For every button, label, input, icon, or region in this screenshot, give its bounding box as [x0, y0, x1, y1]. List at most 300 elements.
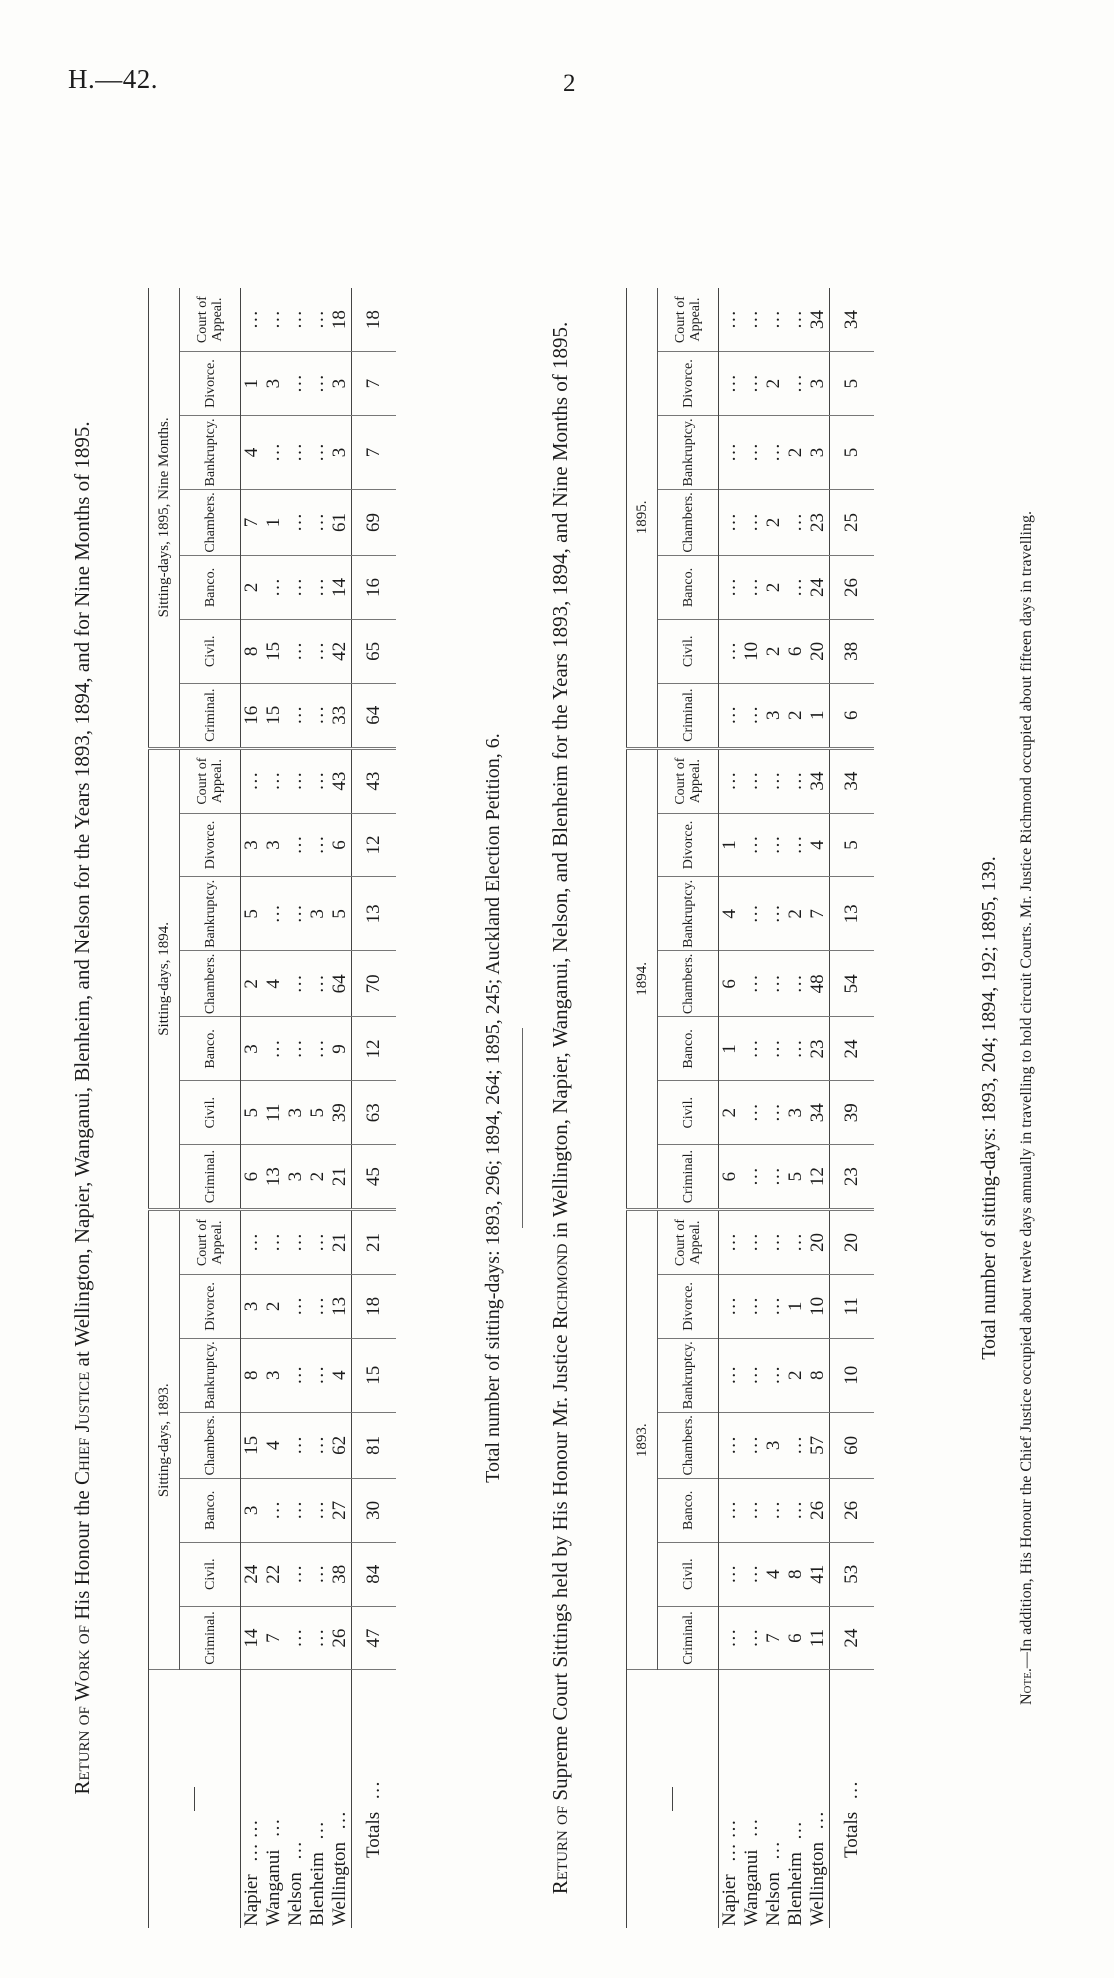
table-cell: … — [285, 1542, 307, 1606]
table-cell: 3 — [785, 1081, 807, 1145]
year-group-header: 1893. — [627, 1210, 658, 1670]
column-header: Chambers. — [658, 951, 719, 1017]
table-cell: … — [741, 489, 763, 555]
table-cell: … — [285, 288, 307, 352]
table-cell: 5 — [830, 813, 875, 877]
table-cell: 16 — [241, 683, 264, 748]
title-initial: R — [548, 1315, 572, 1330]
table-cell: … — [763, 416, 785, 490]
table-cell: 2 — [307, 1145, 329, 1210]
place-header — [149, 1670, 241, 1928]
row-label — [263, 1670, 285, 1928]
table-cell: 2 — [719, 1081, 742, 1145]
place-header — [627, 1670, 719, 1928]
table2 — [626, 288, 874, 1928]
table-cell: 2 — [785, 683, 807, 748]
table-cell: 23 — [807, 489, 830, 555]
table-cell: … — [763, 748, 785, 813]
column-header: Banco. — [658, 1478, 719, 1542]
table-cell: 15 — [263, 619, 285, 683]
table-cell: … — [741, 556, 763, 620]
table-cell: 34 — [807, 1081, 830, 1145]
table-cell: … — [307, 489, 329, 555]
column-header: Bankruptcy. — [658, 1338, 719, 1412]
table-cell: 5 — [830, 416, 875, 490]
table-cell: … — [307, 288, 329, 352]
table-cell: 8 — [807, 1338, 830, 1412]
table-cell: 3 — [329, 416, 352, 490]
table-cell: … — [307, 1606, 329, 1670]
table-cell: … — [741, 1210, 763, 1275]
column-header: Bankruptcy. — [180, 877, 241, 951]
table-cell: 6 — [719, 951, 742, 1017]
table-cell: … — [763, 1274, 785, 1338]
table-cell: 13 — [329, 1274, 352, 1338]
table-cell: 69 — [352, 489, 397, 555]
table-cell: 10 — [807, 1274, 830, 1338]
table-cell: 26 — [830, 1478, 875, 1542]
table-cell: 23 — [807, 1017, 830, 1081]
table-cell: 5 — [307, 1081, 329, 1145]
table2-title — [548, 288, 573, 1928]
table-cell: 62 — [329, 1412, 352, 1478]
column-header: Divorce. — [180, 813, 241, 877]
leader-dots: … — [263, 1818, 284, 1838]
document-reference: H.—42. — [68, 64, 158, 94]
table-cell: … — [285, 556, 307, 620]
table-cell: 63 — [352, 1081, 397, 1145]
table-cell: 34 — [807, 288, 830, 352]
column-header: Civil. — [180, 1542, 241, 1606]
title-text: eturn of — [70, 1700, 94, 1781]
column-header: Chambers. — [180, 489, 241, 555]
column-header: Criminal. — [180, 683, 241, 748]
table-cell: … — [785, 748, 807, 813]
leader-dots: … … — [719, 1819, 740, 1863]
table-cell: … — [785, 1412, 807, 1478]
table-cell: 24 — [241, 1542, 264, 1606]
table-cell: … — [285, 1606, 307, 1670]
table-cell: … — [263, 1478, 285, 1542]
year-group-header: Sitting-days, 1895, Nine Months. — [149, 288, 180, 748]
table-cell: 6 — [329, 813, 352, 877]
table-cell: 12 — [352, 813, 397, 877]
table-cell: … — [241, 1210, 264, 1275]
table-cell: 7 — [352, 416, 397, 490]
row-label — [763, 1670, 785, 1928]
table-cell: … — [741, 1274, 763, 1338]
column-header: Criminal. — [658, 683, 719, 748]
table-cell: … — [763, 1081, 785, 1145]
table-cell: 84 — [352, 1542, 397, 1606]
column-header: Divorce. — [180, 352, 241, 416]
row-label — [719, 1670, 742, 1928]
table-row — [807, 288, 830, 1928]
row-label — [241, 1670, 264, 1928]
column-header: Banco. — [180, 1017, 241, 1081]
row-label — [352, 1670, 397, 1928]
table-cell: 3 — [763, 1412, 785, 1478]
table-cell: 11 — [807, 1606, 830, 1670]
table-cell: … — [307, 1338, 329, 1412]
table1-title — [70, 288, 95, 1928]
place-name: Totals — [841, 1811, 862, 1858]
place-name: Totals — [363, 1811, 384, 1858]
table-cell: 3 — [285, 1145, 307, 1210]
place-name: Napier — [241, 1874, 262, 1926]
table-cell: 8 — [241, 619, 264, 683]
column-header: Court of Appeal. — [658, 1210, 719, 1275]
place-name: Wanganui — [263, 1849, 284, 1926]
page-number: 2 — [563, 70, 576, 97]
table-cell: … — [285, 619, 307, 683]
table-row — [285, 288, 307, 1928]
title-initial: R — [70, 1780, 94, 1795]
row-label — [285, 1670, 307, 1928]
table-cell: 11 — [263, 1081, 285, 1145]
note-text: —In addition, His Honour the Chief Justice occupied about twelve days annually in travelling to hold circuit Courts. Mr. Justice Richmond occupied about fifteen days in travelling. — [1018, 510, 1035, 1669]
table-cell: 18 — [329, 288, 352, 352]
table-cell: 5 — [241, 1081, 264, 1145]
table-cell: 4 — [329, 1338, 352, 1412]
table-cell: … — [763, 951, 785, 1017]
table-cell: … — [741, 1338, 763, 1412]
table-cell: 2 — [763, 352, 785, 416]
table-cell: 5 — [241, 877, 264, 951]
table-cell: 10 — [830, 1338, 875, 1412]
table-cell: 64 — [329, 951, 352, 1017]
table-cell: 5 — [830, 352, 875, 416]
column-header: Banco. — [658, 556, 719, 620]
table-cell: 43 — [329, 748, 352, 813]
table-cell: 1 — [719, 813, 742, 877]
note-prefix: Note. — [1018, 1668, 1035, 1706]
table-cell: 3 — [241, 1017, 264, 1081]
table-cell: 6 — [830, 683, 875, 748]
totals-row — [830, 288, 875, 1928]
table-cell: 16 — [352, 556, 397, 620]
table-cell: … — [719, 352, 742, 416]
table-cell: 9 — [329, 1017, 352, 1081]
table-cell: … — [285, 1017, 307, 1081]
table-cell: 15 — [352, 1338, 397, 1412]
table-cell: 15 — [241, 1412, 264, 1478]
leader-dots: … — [363, 1780, 384, 1800]
table-cell: 1 — [785, 1274, 807, 1338]
table-cell: … — [763, 1210, 785, 1275]
leader-dots: … — [741, 1818, 762, 1838]
table-cell: 3 — [241, 1478, 264, 1542]
column-header: Court of Appeal. — [658, 288, 719, 352]
column-header: Criminal. — [658, 1606, 719, 1670]
table-cell: 33 — [329, 683, 352, 748]
table-row — [785, 288, 807, 1928]
place-name: Nelson — [763, 1872, 784, 1926]
table-cell: 61 — [329, 489, 352, 555]
table-cell: … — [307, 416, 329, 490]
table-cell: 2 — [785, 416, 807, 490]
footnote — [1018, 288, 1036, 1928]
table-cell: … — [719, 288, 742, 352]
table-cell: … — [307, 1542, 329, 1606]
table-cell: … — [719, 1606, 742, 1670]
table-cell: … — [719, 748, 742, 813]
table-cell: 21 — [329, 1145, 352, 1210]
table-cell: … — [763, 813, 785, 877]
table-cell: 2 — [763, 619, 785, 683]
table-cell: 3 — [263, 1338, 285, 1412]
table-cell: 4 — [763, 1542, 785, 1606]
table-cell: 22 — [263, 1542, 285, 1606]
table-cell: … — [285, 813, 307, 877]
table-row — [719, 288, 742, 1928]
table-cell: … — [741, 877, 763, 951]
table-cell: … — [763, 1478, 785, 1542]
table-cell: 3 — [241, 1274, 264, 1338]
table-cell: 6 — [241, 1145, 264, 1210]
table-cell: 1 — [263, 489, 285, 555]
leader-dots: … — [807, 1811, 828, 1831]
table-cell: … — [307, 556, 329, 620]
table-cell: 7 — [807, 877, 830, 951]
table-cell: 24 — [830, 1606, 875, 1670]
table-cell: … — [719, 619, 742, 683]
table-cell: … — [785, 813, 807, 877]
table-cell: … — [741, 1081, 763, 1145]
table-cell: 12 — [807, 1145, 830, 1210]
title-initial: C — [70, 1471, 94, 1486]
table-cell: 5 — [329, 877, 352, 951]
table-cell: … — [741, 1478, 763, 1542]
title-text: eturn of — [548, 1805, 572, 1881]
table-cell: … — [285, 877, 307, 951]
table-cell: 4 — [807, 813, 830, 877]
column-header: Bankruptcy. — [658, 877, 719, 951]
title-initial: R — [548, 1880, 572, 1895]
year-group-header: Sitting-days, 1894. — [149, 748, 180, 1209]
table-cell: … — [785, 1478, 807, 1542]
title-initial: J — [70, 1424, 94, 1433]
table-cell: … — [307, 1017, 329, 1081]
table-cell: … — [285, 1338, 307, 1412]
table-cell: 25 — [830, 489, 875, 555]
table-cell: 3 — [807, 352, 830, 416]
table-cell: 2 — [763, 489, 785, 555]
table-cell: 6 — [785, 619, 807, 683]
table-cell: … — [285, 1478, 307, 1542]
table-cell: 43 — [352, 748, 397, 813]
leader-dots: … — [329, 1811, 350, 1831]
table-cell: 47 — [352, 1606, 397, 1670]
table-cell: … — [785, 1017, 807, 1081]
table-cell: … — [785, 352, 807, 416]
table-cell: … — [307, 1412, 329, 1478]
table-cell: … — [741, 1017, 763, 1081]
table-cell: 3 — [241, 813, 264, 877]
table-cell: … — [285, 748, 307, 813]
title-text: in Wellington, Napier, Wanganui, Nelson, and Blenheim for the Years 1893, 1894, and Nine Months of 1895. — [548, 321, 572, 1244]
table-cell: … — [741, 1145, 763, 1210]
table-cell: … — [719, 416, 742, 490]
title-text: ork of — [70, 1625, 94, 1682]
column-header: Bankruptcy. — [180, 1338, 241, 1412]
title-text: Supreme Court Sittings held by His Honour Mr. Justice — [548, 1329, 572, 1806]
table-cell: … — [263, 877, 285, 951]
table-cell: … — [285, 1210, 307, 1275]
table-cell: 42 — [329, 619, 352, 683]
table-cell: 13 — [263, 1145, 285, 1210]
table-cell: … — [741, 683, 763, 748]
table-cell: … — [241, 748, 264, 813]
year-group-header: 1895. — [627, 288, 658, 748]
table-row — [307, 288, 329, 1928]
column-header: Court of Appeal. — [658, 748, 719, 813]
table-cell: … — [741, 1606, 763, 1670]
table-cell: … — [785, 951, 807, 1017]
table-cell: … — [741, 813, 763, 877]
divider — [522, 1028, 523, 1228]
table-cell: 13 — [352, 877, 397, 951]
table-cell: … — [307, 1478, 329, 1542]
table-cell: 1 — [241, 352, 264, 416]
table-cell: 27 — [329, 1478, 352, 1542]
table-cell: 21 — [352, 1210, 397, 1275]
place-name: Nelson — [285, 1872, 306, 1926]
leader-dots: … — [785, 1821, 806, 1841]
column-header: Chambers. — [658, 1412, 719, 1478]
table-cell: 7 — [763, 1606, 785, 1670]
table-cell: 57 — [807, 1412, 830, 1478]
column-header: Criminal. — [658, 1145, 719, 1210]
table-cell: 4 — [263, 951, 285, 1017]
table-cell: 2 — [241, 951, 264, 1017]
table-cell: 6 — [719, 1145, 742, 1210]
column-header: Banco. — [180, 1478, 241, 1542]
place-name: Blenheim — [785, 1852, 806, 1926]
rotated-page-content — [70, 96, 1100, 1928]
column-header: Court of Appeal. — [180, 1210, 241, 1275]
table-cell: … — [307, 352, 329, 416]
title-text: at Wellington, Napier, Wanganui, Blenheim, and Nelson for the Years 1893, 1894, and for Nine Months of 1895. — [70, 421, 94, 1372]
table-cell: … — [263, 1017, 285, 1081]
table-row — [763, 288, 785, 1928]
table-cell: … — [741, 288, 763, 352]
table-cell: 3 — [285, 1081, 307, 1145]
place-name: Wanganui — [741, 1849, 762, 1926]
table-cell: 3 — [807, 416, 830, 490]
leader-dots: … — [307, 1821, 328, 1841]
table-cell: 20 — [807, 619, 830, 683]
table-cell: … — [263, 288, 285, 352]
column-header: Divorce. — [658, 813, 719, 877]
table-cell: 70 — [352, 951, 397, 1017]
table-cell: 24 — [807, 556, 830, 620]
table-cell: 64 — [352, 683, 397, 748]
table-cell: … — [741, 748, 763, 813]
row-label — [807, 1670, 830, 1928]
table-cell: … — [263, 1210, 285, 1275]
table-cell: 48 — [807, 951, 830, 1017]
table-cell: 2 — [785, 1338, 807, 1412]
title-text: ichmond — [548, 1243, 572, 1316]
table-cell: 54 — [830, 951, 875, 1017]
table-cell: 2 — [785, 877, 807, 951]
table-cell: … — [719, 489, 742, 555]
table-row — [329, 288, 352, 1928]
leader-dots: … — [763, 1841, 784, 1861]
table-cell: 39 — [830, 1081, 875, 1145]
table-cell: … — [763, 288, 785, 352]
table-cell: 10 — [741, 619, 763, 683]
title-text: His Honour the — [70, 1485, 94, 1626]
column-header: Civil. — [180, 1081, 241, 1145]
table-cell: 7 — [263, 1606, 285, 1670]
table-cell: … — [285, 683, 307, 748]
leader-dots: … … — [241, 1819, 262, 1863]
table-cell: … — [285, 1274, 307, 1338]
table-cell: 3 — [263, 813, 285, 877]
table-cell: … — [763, 877, 785, 951]
table-cell: … — [719, 1412, 742, 1478]
table-cell: 23 — [830, 1145, 875, 1210]
table-cell: 20 — [830, 1210, 875, 1275]
column-header: Banco. — [658, 1017, 719, 1081]
table-cell: … — [263, 556, 285, 620]
table-cell: 12 — [352, 1017, 397, 1081]
table-cell: … — [285, 951, 307, 1017]
table-cell: 4 — [263, 1412, 285, 1478]
table-cell: 1 — [719, 1017, 742, 1081]
table-cell: … — [307, 619, 329, 683]
table-cell: … — [785, 288, 807, 352]
place-name: Blenheim — [307, 1852, 328, 1926]
column-header: Divorce. — [180, 1274, 241, 1338]
table-cell: … — [785, 489, 807, 555]
column-header: Civil. — [658, 1542, 719, 1606]
leader-dots: … — [285, 1841, 306, 1861]
column-header: Court of Appeal. — [180, 748, 241, 813]
table-cell: 4 — [719, 877, 742, 951]
column-header: Criminal. — [180, 1145, 241, 1210]
table-cell: 53 — [830, 1542, 875, 1606]
table-cell: 81 — [352, 1412, 397, 1478]
table-cell: 26 — [830, 556, 875, 620]
table-cell: … — [741, 1542, 763, 1606]
table-cell: … — [719, 556, 742, 620]
table-cell: … — [285, 1412, 307, 1478]
table-cell: 30 — [352, 1478, 397, 1542]
leader-dots: … — [841, 1780, 862, 1800]
row-label — [329, 1670, 352, 1928]
table-cell: 3 — [763, 683, 785, 748]
table-cell: 8 — [241, 1338, 264, 1412]
table-row — [263, 288, 285, 1928]
table-cell: 2 — [263, 1274, 285, 1338]
table-cell: … — [719, 1542, 742, 1606]
row-label — [741, 1670, 763, 1928]
table-cell: … — [263, 748, 285, 813]
table-cell: 26 — [807, 1478, 830, 1542]
table-cell: 34 — [807, 748, 830, 813]
table-row — [241, 288, 264, 1928]
table-cell: 13 — [830, 877, 875, 951]
column-header: Bankruptcy. — [180, 416, 241, 490]
table-row — [741, 288, 763, 1928]
table-cell: … — [719, 1338, 742, 1412]
table1 — [148, 288, 396, 1928]
table-cell: … — [741, 1412, 763, 1478]
column-header: Divorce. — [658, 352, 719, 416]
